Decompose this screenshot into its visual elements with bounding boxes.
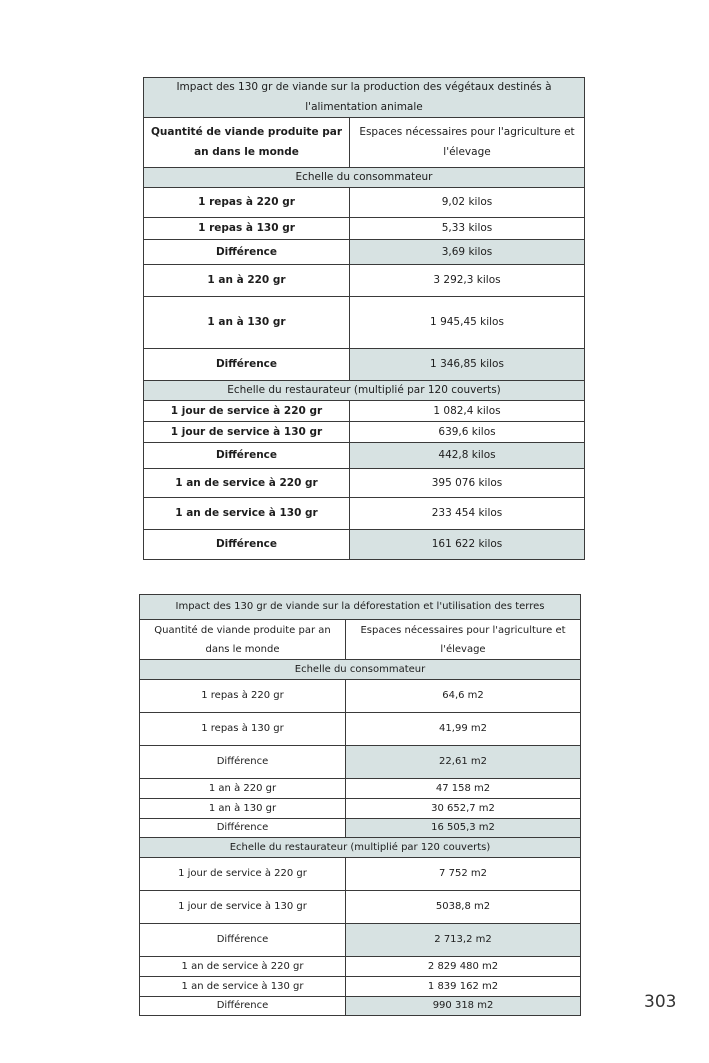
row-value: 233 454 kilos	[350, 498, 585, 530]
section-consumer: Echelle du consommateur	[144, 168, 585, 188]
header-spaces: Espaces nécessaires pour l'agriculture et l'élevage	[346, 620, 581, 660]
row-label: 1 an à 130 gr	[140, 799, 346, 819]
table-row	[140, 819, 581, 838]
table-row	[140, 746, 581, 779]
vegetal-production-table	[143, 77, 585, 560]
row-value: 7 752 m2	[346, 858, 581, 891]
row-value: 639,6 kilos	[350, 422, 585, 443]
row-label: Différence	[140, 924, 346, 957]
row-label: Différence	[140, 746, 346, 779]
row-label: Différence	[144, 240, 350, 265]
row-value: 41,99 m2	[346, 713, 581, 746]
section-consumer: Echelle du consommateur	[140, 660, 581, 680]
row-value: 2 829 480 m2	[346, 957, 581, 977]
row-label: 1 an de service à 220 gr	[144, 469, 350, 498]
table-row	[144, 240, 585, 265]
deforestation-table	[139, 594, 581, 1016]
row-label: 1 an de service à 220 gr	[140, 957, 346, 977]
header-spaces: Espaces nécessaires pour l'agriculture et l'élevage	[350, 118, 585, 168]
row-label: 1 an à 130 gr	[144, 297, 350, 349]
section-restaurant: Echelle du restaurateur (multiplié par 120 couverts)	[144, 381, 585, 401]
row-value: 64,6 m2	[346, 680, 581, 713]
table-title: Impact des 130 gr de viande sur la déforestation et l'utilisation des terres	[140, 595, 581, 620]
table-row	[144, 297, 585, 349]
row-value: 5038,8 m2	[346, 891, 581, 924]
row-value: 1 839 162 m2	[346, 977, 581, 997]
table-row	[140, 680, 581, 713]
row-label: 1 jour de service à 220 gr	[140, 858, 346, 891]
table-row	[144, 498, 585, 530]
row-value: 161 622 kilos	[350, 530, 585, 560]
row-value: 47 158 m2	[346, 779, 581, 799]
row-value: 5,33 kilos	[350, 218, 585, 240]
table-row	[144, 469, 585, 498]
row-value: 22,61 m2	[346, 746, 581, 779]
row-label: 1 an de service à 130 gr	[144, 498, 350, 530]
table-row	[140, 924, 581, 957]
row-label: 1 jour de service à 220 gr	[144, 401, 350, 422]
header-quantity: Quantité de viande produite par an dans le monde	[140, 620, 346, 660]
row-value: 2 713,2 m2	[346, 924, 581, 957]
table-row	[140, 997, 581, 1016]
row-value: 3,69 kilos	[350, 240, 585, 265]
row-label: Différence	[140, 997, 346, 1016]
row-label: 1 an à 220 gr	[140, 779, 346, 799]
row-label: 1 an à 220 gr	[144, 265, 350, 297]
row-label: Différence	[144, 530, 350, 560]
row-label: 1 an de service à 130 gr	[140, 977, 346, 997]
table-row	[144, 265, 585, 297]
table-row	[140, 713, 581, 746]
table-row	[140, 858, 581, 891]
row-label: Différence	[144, 443, 350, 469]
table-row	[144, 349, 585, 381]
row-value: 990 318 m2	[346, 997, 581, 1016]
row-label: 1 jour de service à 130 gr	[144, 422, 350, 443]
table-title: Impact des 130 gr de viande sur la production des végétaux destinés à l'alimentation animale	[144, 78, 585, 118]
table-row	[140, 799, 581, 819]
row-value: 1 346,85 kilos	[350, 349, 585, 381]
row-label: Différence	[144, 349, 350, 381]
row-value: 1 945,45 kilos	[350, 297, 585, 349]
row-value: 1 082,4 kilos	[350, 401, 585, 422]
table-row	[144, 188, 585, 218]
row-value: 442,8 kilos	[350, 443, 585, 469]
row-label: 1 repas à 130 gr	[140, 713, 346, 746]
table-row	[140, 957, 581, 977]
section-restaurant: Echelle du restaurateur (multiplié par 120 couverts)	[140, 838, 581, 858]
row-value: 30 652,7 m2	[346, 799, 581, 819]
table-row	[140, 779, 581, 799]
row-label: 1 jour de service à 130 gr	[140, 891, 346, 924]
table-row	[140, 891, 581, 924]
row-value: 3 292,3 kilos	[350, 265, 585, 297]
table-row	[144, 443, 585, 469]
row-label: 1 repas à 220 gr	[144, 188, 350, 218]
table-row	[140, 977, 581, 997]
row-value: 9,02 kilos	[350, 188, 585, 218]
page-number: 303	[644, 992, 677, 1012]
row-value: 16 505,3 m2	[346, 819, 581, 838]
row-label: 1 repas à 130 gr	[144, 218, 350, 240]
header-quantity: Quantité de viande produite par an dans le monde	[144, 118, 350, 168]
table-row	[144, 422, 585, 443]
row-value: 395 076 kilos	[350, 469, 585, 498]
row-label: Différence	[140, 819, 346, 838]
table-row	[144, 530, 585, 560]
table-row	[144, 401, 585, 422]
table-row	[144, 218, 585, 240]
row-label: 1 repas à 220 gr	[140, 680, 346, 713]
